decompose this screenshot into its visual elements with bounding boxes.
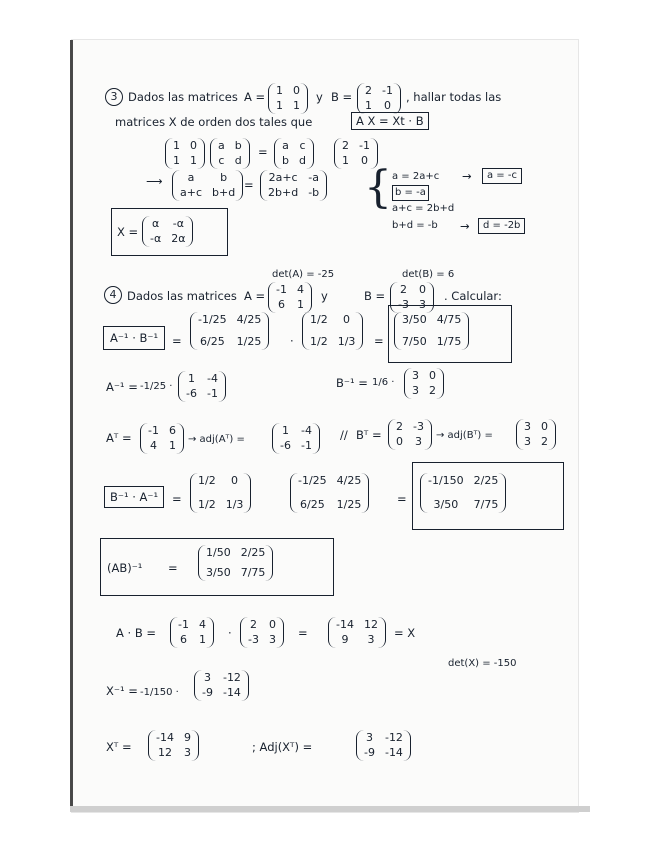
ex4-y: y [321, 289, 328, 303]
matrix-cell: -1 [276, 283, 287, 296]
page-shadow [70, 806, 590, 812]
ex3-step1-x [210, 138, 250, 169]
ex3-step1-a [165, 138, 205, 169]
matrix-cell: 0 [190, 139, 197, 152]
xinv-matrix [194, 670, 249, 701]
matrix-cell: 12 [363, 618, 378, 631]
matrix-cell: 3 [203, 671, 211, 684]
matrix-cell: 2/25 [240, 546, 266, 559]
matrix-cell: 1 [293, 99, 300, 112]
matrix-cell: -1/25 [298, 474, 327, 487]
matrix-cell: 3 [268, 633, 276, 646]
matrix-cell: -6 [280, 439, 291, 452]
matrix-cell: 1 [276, 84, 283, 97]
matrix-cell: 0 [268, 618, 276, 631]
ex4-intro: Dados las matrices [127, 289, 237, 303]
bt-label: Bᵀ = [356, 428, 382, 442]
ex3-step2-right [260, 170, 327, 201]
matrix-cell: 0 [383, 99, 391, 112]
q3-label: (AB)⁻¹ [107, 561, 143, 575]
ex3-equation: A X = Xt · B [351, 112, 429, 130]
matrix-cell: -9 [202, 686, 213, 699]
matrix-cell: -1 [178, 618, 189, 631]
matrix-cell: -1 [359, 139, 370, 152]
matrix-cell: -9 [364, 746, 375, 759]
matrix-cell: -4 [206, 372, 218, 385]
q1-matrix-2 [302, 312, 363, 350]
matrix-cell: 1 [190, 154, 197, 167]
matrix-cell: 3 [412, 384, 419, 397]
matrix-cell: -1 [300, 439, 312, 452]
ab-matrix-1 [170, 617, 214, 648]
ainv-label: A⁻¹ = [106, 380, 138, 394]
ex3-b-label: B = [331, 90, 353, 104]
ab-matrix-2 [240, 617, 284, 648]
matrix-cell: 2α [171, 232, 186, 245]
matrix-cell: 3 [367, 633, 375, 646]
q1-result [394, 312, 469, 350]
matrix-cell: -a [308, 171, 320, 184]
matrix-cell: 1/2 [310, 313, 328, 326]
q1-matrix-1 [190, 312, 269, 350]
matrix-cell: 4/75 [436, 313, 462, 326]
matrix-cell: 1/3 [225, 498, 244, 511]
ex3-step2-eq: = [244, 178, 254, 192]
xinv-frac: -1/150 · [140, 687, 179, 698]
matrix-cell: 3/50 [433, 498, 459, 511]
q2-result [420, 473, 506, 513]
matrix-cell: -12 [222, 671, 241, 684]
ex3-step1-eq: = [258, 145, 268, 159]
ab-label: A · B = [116, 626, 157, 640]
matrix-cell: 4 [149, 439, 157, 452]
matrix-cell: 1/75 [436, 335, 462, 348]
xt-matrix [148, 730, 199, 761]
matrix-cell: 3 [418, 298, 426, 311]
matrix-cell: 0 [396, 435, 403, 448]
xinv-label: X⁻¹ = [106, 684, 138, 698]
matrix-cell: 1 [187, 372, 195, 385]
q2-matrix-2 [290, 473, 369, 513]
matrix-cell: 1/50 [206, 546, 231, 559]
q3-result [198, 545, 273, 581]
bt-matrix [388, 419, 432, 450]
matrix-cell: b [234, 139, 242, 152]
matrix-cell: 3 [524, 420, 531, 433]
ex3-step2-left [172, 170, 243, 201]
ab-dot: · [228, 626, 232, 640]
det-x: det(X) = -150 [448, 658, 517, 669]
matrix-cell: 1 [168, 439, 176, 452]
at-label: Aᵀ = [106, 431, 132, 445]
matrix-cell: 2 [249, 618, 257, 631]
sys-arrow-2: → [460, 219, 470, 233]
matrix-cell: 0 [418, 283, 426, 296]
matrix-cell: -3 [398, 298, 409, 311]
matrix-cell: 1 [342, 154, 349, 167]
matrix-cell: 4 [296, 283, 304, 296]
sys-eq-4: b+d = -b [392, 220, 438, 231]
matrix-cell: 1 [198, 633, 206, 646]
matrix-cell: 0 [231, 474, 239, 487]
system-brace: { [364, 162, 392, 213]
matrix-cell: a [187, 171, 195, 184]
matrix-cell: -α [150, 232, 162, 245]
matrix-cell: 2 [365, 84, 372, 97]
matrix-cell: 1/25 [336, 498, 362, 511]
ex4-b-label: B = [364, 289, 386, 303]
sys-eq-1: a = 2a+c [392, 171, 440, 182]
matrix-cell: b+d [212, 186, 236, 199]
matrix-cell: 2 [429, 384, 436, 397]
adj-xt-label: ; Adj(Xᵀ) = [252, 740, 313, 754]
separator: // [340, 428, 348, 442]
q1-label: A⁻¹ · B⁻¹ [103, 326, 165, 350]
matrix-cell: -1 [382, 84, 393, 97]
matrix-cell: 4/25 [236, 313, 262, 326]
sys-eq-3: a+c = 2b+d [392, 203, 455, 214]
matrix-cell: 1 [281, 424, 289, 437]
matrix-cell: d [298, 154, 306, 167]
matrix-cell: 4 [198, 618, 206, 631]
matrix-cell: -α [172, 217, 184, 230]
matrix-cell: 2 [396, 420, 403, 433]
matrix-cell: 3/50 [206, 566, 231, 579]
adj-at-matrix [272, 423, 320, 454]
binv-frac: 1/6 · [372, 377, 395, 388]
matrix-cell: 9 [341, 633, 349, 646]
matrix-cell: -1 [148, 424, 159, 437]
adj-xt-matrix [356, 730, 411, 761]
matrix-cell: 2 [541, 435, 548, 448]
matrix-cell: 1 [296, 298, 304, 311]
ex4-a-label: A = [244, 289, 266, 303]
matrix-cell: 3 [414, 435, 422, 448]
matrix-cell: 7/75 [240, 566, 266, 579]
q2-eq: = [172, 492, 182, 506]
matrix-cell: c [299, 139, 306, 152]
q1-eq: = [172, 334, 182, 348]
matrix-cell: α [151, 217, 160, 230]
sys-arrow-1: → [462, 169, 472, 183]
binv-matrix [404, 368, 444, 399]
matrix-cell: 1/3 [337, 335, 356, 348]
q2-matrix-1 [190, 473, 251, 513]
matrix-cell: -3 [248, 633, 259, 646]
matrix-cell: b [282, 154, 289, 167]
q1-eq2: = [374, 334, 384, 348]
matrix-cell: 0 [541, 420, 548, 433]
adj-bt-label: → adj(Bᵀ) = [436, 430, 493, 441]
matrix-cell: 3 [183, 746, 191, 759]
matrix-cell: 1/25 [236, 335, 262, 348]
matrix-cell: 6 [168, 424, 176, 437]
matrix-cell: -14 [336, 618, 354, 631]
q2-eq2: = [397, 492, 407, 506]
matrix-cell: -1/25 [198, 313, 227, 326]
matrix-cell: 3 [412, 369, 419, 382]
x-solution [142, 216, 193, 247]
matrix-cell: b [220, 171, 228, 184]
ex4-matrix-a [268, 282, 312, 313]
sys-eq-2: b = -a [392, 185, 429, 201]
matrix-cell: -14 [156, 731, 174, 744]
ex3-line2: matrices X de orden dos tales que [115, 115, 313, 129]
q3-eq: = [168, 561, 178, 575]
matrix-cell: 9 [183, 731, 191, 744]
ex3-y: y [316, 90, 323, 104]
matrix-cell: -6 [186, 387, 197, 400]
matrix-cell: 6 [277, 298, 285, 311]
xt-label: Xᵀ = [106, 740, 132, 754]
result-a: a = -c [482, 168, 522, 184]
matrix-cell: 4/25 [336, 474, 362, 487]
ex3-intro: Dados las matrices [128, 90, 238, 104]
ex3-rest: , hallar todas las [406, 90, 502, 104]
matrix-cell: 7/50 [402, 335, 427, 348]
matrix-cell: c [218, 154, 225, 167]
x-label: X = [117, 225, 139, 239]
matrix-cell: -14 [222, 686, 241, 699]
ab-equals-x: = X [394, 626, 416, 640]
adj-at-label: → adj(Aᵀ) = [188, 434, 245, 445]
matrix-cell: -1/150 [428, 474, 464, 487]
exercise-4-number: 4 [104, 286, 122, 304]
ab-eq: = [298, 626, 308, 640]
ex3-step2-arrow: ⟶ [146, 174, 163, 188]
matrix-cell: 1 [173, 154, 180, 167]
ab-result [328, 617, 386, 648]
ex3-a-label: A = [244, 90, 266, 104]
matrix-cell: a [218, 139, 225, 152]
result-d: d = -2b [478, 218, 525, 234]
matrix-cell: 3 [365, 731, 373, 744]
matrix-cell: 0 [343, 313, 351, 326]
matrix-cell: -3 [413, 420, 424, 433]
matrix-cell: 0 [429, 369, 436, 382]
adj-bt-matrix [516, 419, 556, 450]
exercise-3-number: 3 [105, 88, 123, 106]
matrix-cell: 12 [157, 746, 172, 759]
matrix-cell: 1/2 [198, 498, 216, 511]
page-edge [70, 40, 73, 812]
matrix-cell: 2a+c [268, 171, 298, 184]
det-a: det(A) = -25 [272, 269, 335, 280]
ex4-calcular: . Calcular: [444, 289, 502, 303]
binv-label: B⁻¹ = [336, 376, 368, 390]
matrix-cell: -14 [384, 746, 403, 759]
matrix-cell: -b [308, 186, 320, 199]
matrix-cell: 6/25 [299, 498, 325, 511]
matrix-cell: 0 [360, 154, 368, 167]
matrix-cell: -4 [300, 424, 312, 437]
q2-label: B⁻¹ · A⁻¹ [104, 486, 164, 508]
matrix-cell: 1/2 [198, 474, 216, 487]
matrix-cell: 6 [179, 633, 187, 646]
ex3-step1-xt [274, 138, 314, 169]
at-matrix [140, 423, 184, 454]
matrix-cell: a+c [180, 186, 203, 199]
matrix-cell: d [234, 154, 242, 167]
matrix-cell: 0 [293, 84, 300, 97]
matrix-cell: 7/75 [473, 498, 499, 511]
matrix-cell: 3 [524, 435, 531, 448]
matrix-cell: 2 [399, 283, 407, 296]
matrix-cell: 3/50 [402, 313, 427, 326]
ainv-frac: -1/25 · [140, 381, 173, 392]
matrix-cell: 6/25 [199, 335, 225, 348]
ex3-matrix-b [357, 83, 401, 114]
matrix-cell: 2/25 [473, 474, 499, 487]
ex3-matrix-a [268, 83, 308, 114]
det-b: det(B) = 6 [402, 269, 455, 280]
matrix-cell: -12 [384, 731, 403, 744]
matrix-cell: 2b+d [268, 186, 299, 199]
matrix-cell: a [282, 139, 289, 152]
matrix-cell: 1 [365, 99, 372, 112]
matrix-cell: 1 [276, 99, 283, 112]
ainv-matrix [178, 371, 226, 402]
matrix-cell: -1 [206, 387, 218, 400]
q1-dot: · [290, 334, 294, 348]
matrix-cell: 1 [173, 139, 180, 152]
matrix-cell: 2 [342, 139, 349, 152]
matrix-cell: 1/2 [310, 335, 328, 348]
